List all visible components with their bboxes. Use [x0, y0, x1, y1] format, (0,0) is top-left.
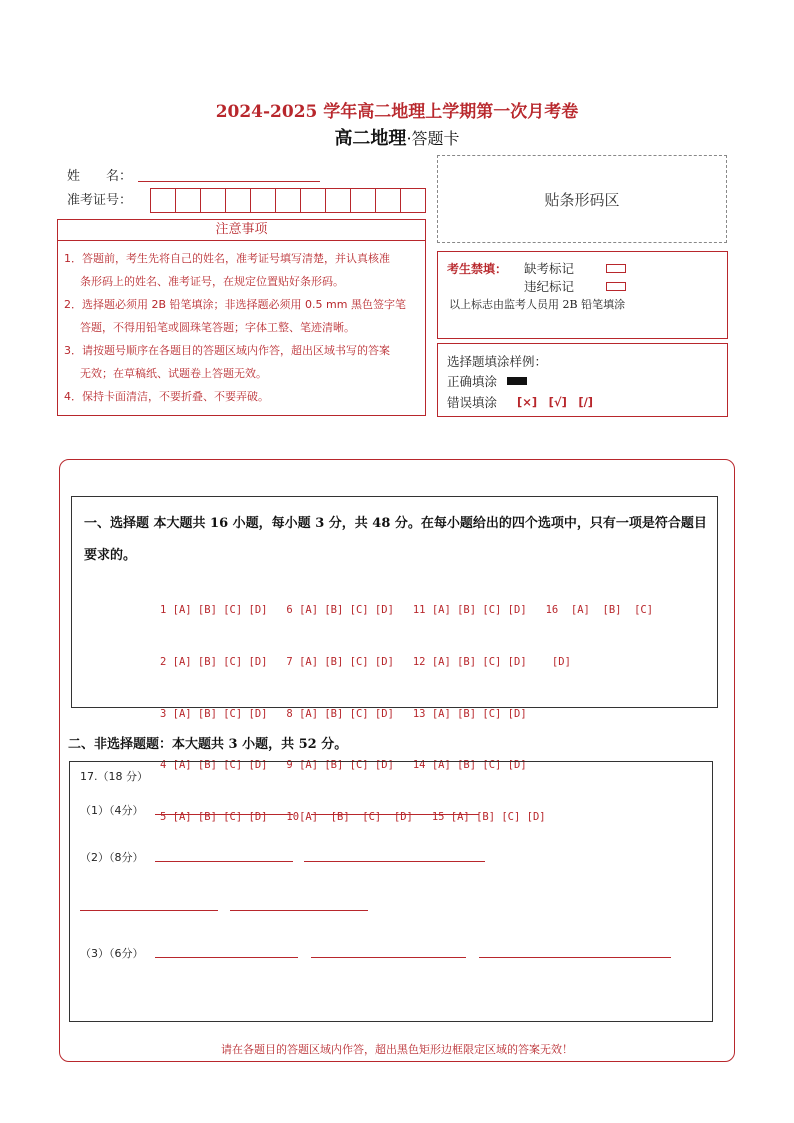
exam-marks-note: 以上标志由监考人员用 2B 铅笔填涂	[449, 298, 626, 311]
notes-body	[57, 241, 426, 416]
id-digit-box[interactable]	[225, 188, 251, 213]
note-item: 4．保持卡面清洁，不要折叠、不要弄破。	[64, 390, 269, 403]
answer-line[interactable]	[155, 956, 298, 958]
exam-title: 2024-2025 学年高二地理上学期第一次月考卷	[215, 102, 579, 122]
question-17-part1: （1）（4分）	[80, 804, 144, 817]
exam-marks-label: 考生禁填：	[447, 262, 508, 276]
note-item: 2．选择题必须用 2B 铅笔填涂；非选择题必须用 0.5 mm 黑色签字笔 答题，不得用铅笔或圆珠笔答题；字体工整、笔迹清晰。	[64, 298, 406, 334]
choice-row[interactable]: 1 [A] [B] [C] [D] 6 [A] [B] [C] [D] 11 [A] [B] [C] [D] 16 [A] [B] [C]	[160, 604, 654, 617]
violation-mark-box[interactable]	[606, 282, 626, 291]
note-item: 1．答题前，考生先将自己的姓名，准考证号填写清楚，并认真核准 条形码上的姓名、准考证号，在规定位置贴好条形码。	[64, 252, 390, 288]
answer-line[interactable]	[479, 956, 671, 958]
absent-mark-box[interactable]	[606, 264, 626, 273]
id-digit-box[interactable]	[250, 188, 276, 213]
answer-line[interactable]	[311, 813, 479, 815]
fill-sample-title: 选择题填涂样例：	[447, 354, 548, 369]
subject-title: 高二地理	[334, 128, 407, 149]
notes-heading: 注意事项	[57, 219, 426, 241]
question-17-part2: （2）（8分）	[80, 851, 144, 864]
note-item: 3．请按题号顺序在各题目的答题区域内作答，超出区域书写的答案 无效；在草稿纸、试题卷上答题无效。	[64, 344, 390, 380]
violation-mark-label: 违纪标记	[524, 279, 575, 294]
choice-row[interactable]: 3 [A] [B] [C] [D] 8 [A] [B] [C] [D] 13 [A] [B] [C] [D]	[160, 707, 527, 720]
id-number-boxes[interactable]	[151, 188, 426, 213]
choice-row[interactable]: 5 [A] [B] [C] [D] 10[A] [B] [C] [D] 15 [A] [B] [C] [D]	[160, 810, 546, 823]
question-17-part3: （3）（6分）	[80, 947, 144, 960]
answer-line[interactable]	[80, 909, 218, 911]
answer-line[interactable]	[311, 956, 466, 958]
answer-line[interactable]	[155, 860, 293, 862]
id-digit-box[interactable]	[375, 188, 401, 213]
sheet-type: 答题卡	[411, 129, 460, 148]
name-label: 姓 名：	[67, 169, 133, 184]
answer-sheet-title	[0, 124, 794, 150]
choice-row[interactable]: 2 [A] [B] [C] [D] 7 [A] [B] [C] [D] 12 [A] [B] [C] [D] [D]	[160, 656, 571, 669]
question-17-head: 17.（18 分）	[80, 770, 148, 783]
question-17-box	[69, 761, 713, 1022]
answer-line[interactable]	[230, 909, 368, 911]
choice-section-title: 一、选择题 本大题共 16 小题，每小题 3 分，共 48 分。在每小题给出的四个选项中，只有一项是符合题目要求的。	[84, 516, 707, 563]
nonchoice-section-title: 二、非选择题题：本大题共 3 小题，共 52 分。	[68, 737, 348, 752]
id-digit-box[interactable]	[175, 188, 201, 213]
barcode-area	[437, 155, 727, 243]
title-separator: ·	[406, 129, 412, 148]
id-digit-box[interactable]	[325, 188, 351, 213]
id-digit-box[interactable]	[300, 188, 326, 213]
name-field[interactable]	[138, 180, 320, 182]
correct-fill-label: 正确填涂	[447, 374, 498, 389]
id-digit-box[interactable]	[275, 188, 301, 213]
absent-mark-label: 缺考标记	[524, 261, 575, 276]
correct-fill-sample	[507, 377, 527, 385]
id-digit-box[interactable]	[350, 188, 376, 213]
answer-region-warning: 请在各题目的答题区域内作答，超出黑色矩形边框限定区域的答案无效！	[221, 1043, 573, 1056]
wrong-fill-label: 错误填涂	[447, 395, 498, 410]
id-digit-box[interactable]	[200, 188, 226, 213]
barcode-label: 贴条形码区	[544, 190, 620, 209]
id-digit-box[interactable]	[400, 188, 426, 213]
id-label: 准考证号：	[67, 193, 133, 208]
answer-line[interactable]	[155, 813, 293, 815]
choice-row[interactable]: 4 [A] [B] [C] [D] 9 [A] [B] [C] [D] 14 [A] [B] [C] [D]	[160, 759, 527, 772]
answer-line[interactable]	[304, 860, 485, 862]
wrong-fill-samples: [×] [√] [/]	[517, 395, 594, 409]
id-digit-box[interactable]	[150, 188, 176, 213]
